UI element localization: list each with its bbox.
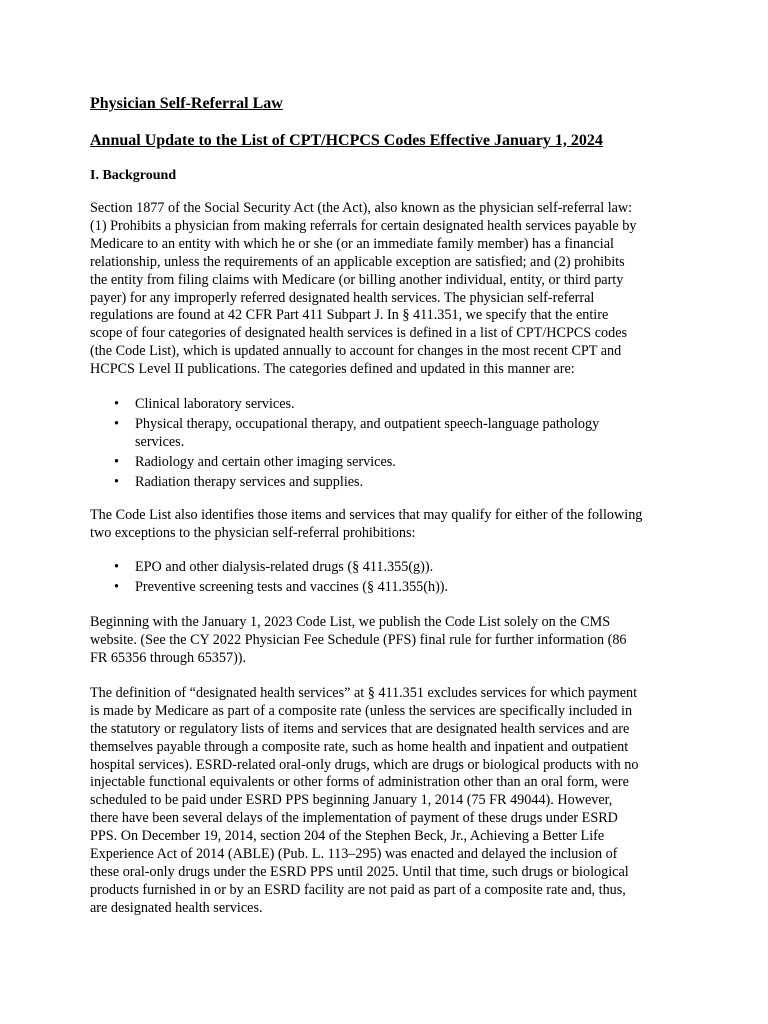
text-line: products furnished in or by an ESRD facility are not paid as part of a composite rate and, thus,: [90, 881, 626, 898]
list-item: [90, 416, 690, 452]
text-line: Medicare to an entity with which he or she (or an immediate family member) has a financial: [90, 235, 614, 252]
text-line: scheduled to be paid under ESRD PPS beginning January 1, 2014 (75 FR 49044). However,: [90, 792, 613, 809]
bullet-icon: •: [114, 579, 119, 596]
text-line: Beginning with the January 1, 2023 Code List, we publish the Code List solely on the CMS: [90, 614, 611, 631]
paragraph-statute-overview: [90, 200, 690, 379]
text-line: Experience Act of 2014 (ABLE) (Pub. L. 113–295) was enacted and delayed the inclusion of: [90, 846, 618, 863]
text-line: is made by Medicare as part of a composite rate (unless the services are specifically included in: [90, 702, 633, 719]
list-item-text: Physical therapy, occupational therapy, and outpatient speech-language pathology: [135, 415, 600, 432]
text-line: these oral-only drugs under the ESRD PPS until 2025. Until that time, such drugs or biological: [90, 864, 629, 880]
list-item-text: EPO and other dialysis-related drugs (§ 411.355(g)).: [135, 559, 434, 576]
list-item-text: services.: [135, 433, 185, 450]
list-item: [90, 559, 690, 577]
document-title: Physician Self-Referral Law: [90, 95, 283, 112]
text-line: regulations are found at 42 CFR Part 411 Subpart J. In § 411.351, we specify that the entire: [90, 307, 609, 324]
text-line: the statutory or regulatory lists of items and services that are designated health services and are: [90, 720, 630, 737]
bullet-icon: •: [114, 559, 119, 576]
text-line: there have been several delays of the implementation of payment of these drugs under ESRD: [90, 810, 618, 827]
text-line: HCPCS Level II publications. The categories defined and updated in this manner are:: [90, 361, 575, 378]
text-line: The Code List also identifies those items and services that may qualify for either of the following: [90, 506, 643, 523]
list-item: [90, 454, 690, 472]
text-line: FR 65356 through 65357)).: [90, 650, 247, 667]
list-item-text: Radiation therapy services and supplies.: [135, 473, 364, 490]
exceptions-list: [90, 559, 690, 597]
bullet-icon: •: [114, 453, 119, 470]
text-line: scope of four categories of designated health services is defined in a list of CPT/HCPCS codes: [90, 325, 628, 342]
bullet-icon: •: [114, 473, 119, 490]
list-item: [90, 474, 690, 492]
text-line: PPS. On December 19, 2014, section 204 of the Stephen Beck, Jr., Achieving a Better Life: [90, 828, 605, 845]
text-line: two exceptions to the physician self-referral prohibitions:: [90, 524, 416, 541]
text-line: hospital services). ESRD-related oral-only drugs, which are drugs or biological products with no: [90, 756, 639, 773]
text-line: (the Code List), which is updated annually to account for changes in the most recent CPT and: [90, 343, 622, 360]
text-line: themselves payable through a composite rate, such as home health and inpatient and outpatient: [90, 738, 629, 755]
list-item: [90, 579, 690, 597]
list-item-text: Radiology and certain other imaging services.: [135, 453, 396, 470]
text-line: website. (See the CY 2022 Physician Fee Schedule (PFS) final rule for further information (86: [90, 632, 627, 649]
paragraph-designated-services-definition: [90, 685, 690, 918]
list-item-text: Clinical laboratory services.: [135, 396, 295, 413]
text-line: Section 1877 of the Social Security Act (the Act), also known as the physician self-referral law:: [90, 200, 633, 216]
text-line: The definition of “designated health services” at § 411.351 excludes services for which payment: [90, 684, 638, 701]
text-line: payer) for any improperly referred designated health services. The physician self-referral: [90, 289, 595, 306]
text-line: (1) Prohibits a physician from making referrals for certain designated health services payable by: [90, 217, 637, 234]
designated-services-category-list: [90, 396, 690, 492]
paragraph-code-list-publication: [90, 614, 690, 668]
bullet-icon: •: [114, 415, 119, 432]
document-page: [90, 94, 690, 918]
text-line: injectable functional equivalents or other forms of administration other than an oral form, were: [90, 774, 629, 791]
bullet-icon: •: [114, 396, 119, 413]
text-line: the entity from filing claims with Medicare (or billing another individual, entity, or third party: [90, 271, 624, 288]
list-item: [90, 396, 690, 414]
text-line: relationship, unless the requirements of an applicable exception are satisfied; and (2) prohibits: [90, 253, 625, 270]
text-line: are designated health services.: [90, 899, 263, 916]
paragraph-exceptions-intro: [90, 507, 690, 543]
list-item-text: Preventive screening tests and vaccines (§ 411.355(h)).: [135, 579, 449, 596]
section-heading-background: I. Background: [90, 168, 177, 183]
document-subtitle: Annual Update to the List of CPT/HCPCS Codes Effective January 1, 2024: [90, 132, 603, 149]
